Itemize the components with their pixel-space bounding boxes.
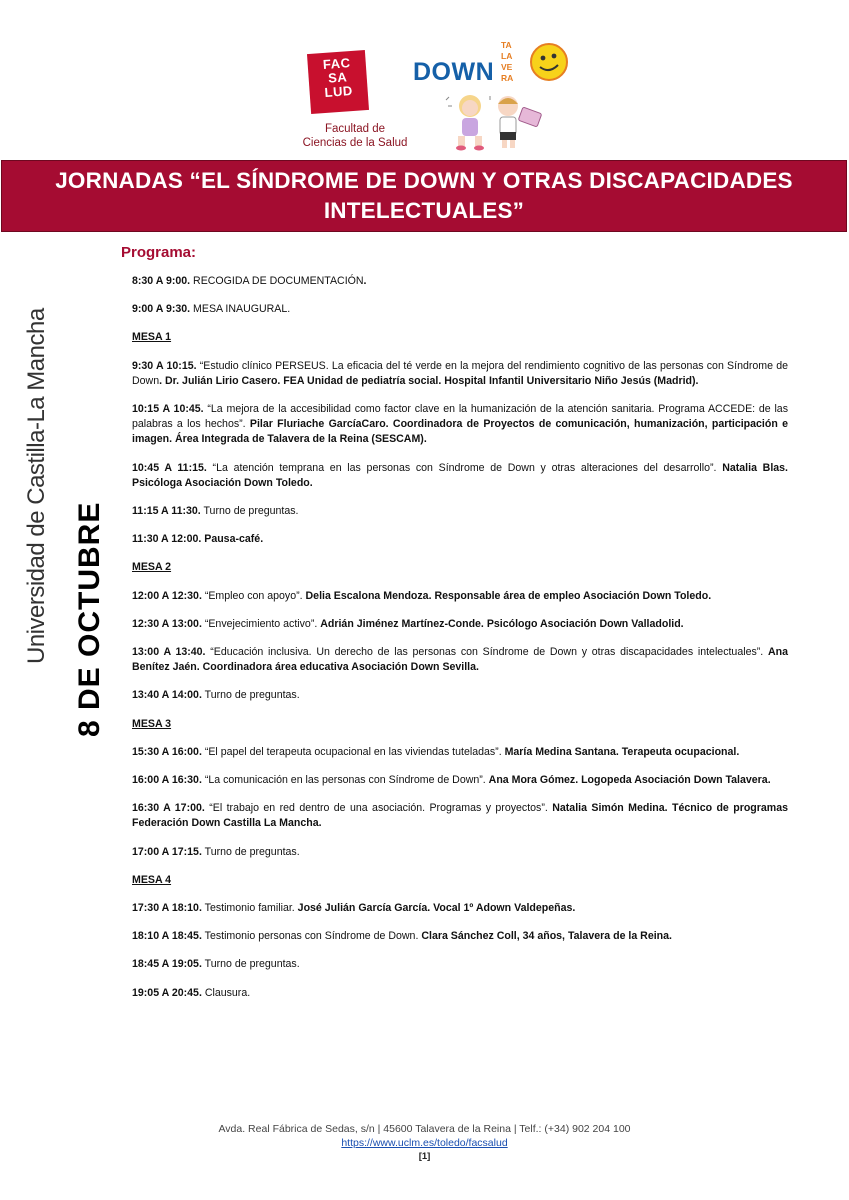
entry-time: 18:10 A 18:45.: [132, 930, 202, 943]
entry-time: 9:30 A 10:15.: [132, 359, 197, 372]
title-banner: [1, 160, 847, 232]
page-title: [55, 166, 793, 226]
entry-time: 10:45 A 11:15.: [132, 461, 207, 474]
entry-text: MESA INAUGURAL.: [190, 303, 291, 316]
entry-text: Turno de preguntas.: [201, 689, 300, 702]
fac-logo-line: FAC: [322, 55, 351, 72]
fac-logo-line: LUD: [324, 83, 354, 100]
entry-text: “Envejecimiento activo”.: [201, 617, 321, 630]
entry-speaker: María Medina Santana. Terapeuta ocupacional.: [504, 745, 740, 758]
entry-time: 11:30 A 12:00.: [132, 533, 202, 546]
talavera-syllable: TA: [501, 40, 512, 50]
entry-time: 11:15 A 11:30.: [132, 505, 201, 518]
entry-text: “La comunicación en las personas con Síndrome de Down”.: [201, 774, 489, 787]
entry-text: Turno de preguntas.: [201, 958, 300, 971]
entry-text: “La atención temprana en las personas con Síndrome de Down y otras alteraciones del desarrollo”.: [206, 461, 723, 474]
entry-text: RECOGIDA DE DOCUMENTACIÓN: [190, 275, 364, 287]
session-heading: MESA 1: [132, 331, 172, 344]
entry-speaker: Natalia Simón Medina. Técnico de programas Federación Down Castilla La Mancha.: [132, 802, 788, 830]
entry-time: 8:30 A 9:00.: [132, 275, 191, 287]
faculty-caption: [285, 122, 425, 150]
entry-text: “El trabajo en red dentro de una asociación. Programas y proyectos”.: [204, 802, 553, 815]
entry-speaker: Clara Sánchez Coll, 34 años, Talavera de la Reina.: [421, 930, 672, 943]
program-entry: [132, 402, 788, 448]
entry-time: 16:00 A 16:30.: [132, 774, 202, 787]
down-logo-word: DOWN: [413, 58, 495, 86]
entry-text: Turno de preguntas.: [201, 845, 300, 858]
session-heading: MESA 3: [132, 717, 172, 730]
title-line2: INTELECTUALES”: [323, 198, 525, 223]
entry-text: Testimonio personas con Síndrome de Down.: [201, 930, 422, 943]
entry-text: “Empleo con apoyo”.: [201, 589, 306, 602]
entry-time: 18:45 A 19:05.: [132, 958, 202, 971]
program-heading: Programa:: [121, 244, 197, 261]
entry-text: Clausura.: [201, 986, 251, 999]
entry-speaker: . Dr. Julián Lirio Casero. FEA Unidad de pediatría social. Hospital Infantil Universitario Niño Jesús (Madrid).: [159, 374, 699, 387]
smiley-icon: [525, 40, 571, 86]
program-entry: [132, 359, 788, 389]
footer-address: Avda. Real Fábrica de Sedas, s/n | 45600 Talavera de la Reina | Telf.: (+34) 902 204 100: [218, 1123, 631, 1135]
entry-time: 13:40 A 14:00.: [132, 689, 202, 702]
talavera-syllable: LA: [501, 51, 513, 61]
title-line1: JORNADAS “EL SÍNDROME DE DOWN Y OTRAS DISCAPACIDADES: [55, 168, 793, 193]
program-entry: [132, 461, 788, 491]
program-entry: [132, 773, 788, 788]
entry-time: 12:00 A 12:30.: [132, 589, 202, 602]
entry-speaker: Ana Mora Gómez. Logopeda Asociación Down Talavera.: [488, 774, 771, 787]
program-entry: [132, 589, 788, 604]
entry-bold: Pausa-café.: [201, 533, 264, 546]
entry-bold: .: [363, 275, 367, 287]
entry-text: Testimonio familiar.: [201, 902, 298, 915]
entry-text: “Educación inclusiva. Un derecho de las personas con Síndrome de Down y otras discapacidades intelectuales”.: [205, 646, 768, 659]
children-illustration-icon: [440, 92, 550, 152]
event-date-vertical: 8 DE OCTUBRE: [73, 501, 106, 737]
entry-speaker: Pilar Fluriache GarcíaCaro. Coordinadora de Proyectos de comunicación, humanización, participación e imagen. Área Integrada de Talavera de la Reina (SESCAM).: [132, 418, 788, 446]
entry-time: 19:05 A 20:45.: [132, 986, 202, 999]
entry-time: 10:15 A 10:45.: [132, 403, 204, 416]
entry-time: 12:30 A 13:00.: [132, 617, 202, 630]
faculty-logo: [302, 48, 415, 158]
entry-text: “La mejora de la accesibilidad como factor clave en la humanización de la atención sanitaria. Programa ACCEDE: de las palabras a los hechos”.: [132, 403, 788, 431]
entry-text: “Estudio clínico PERSEUS. La eficacia del té verde en la mejora del rendimiento cognitivo de las personas con Síndrome de Down: [132, 359, 788, 387]
program-entry: [132, 617, 788, 632]
program-entry: [132, 929, 788, 944]
program-entry: [132, 801, 788, 831]
page-number: [1]: [418, 1151, 431, 1162]
session-heading: MESA 4: [132, 873, 172, 886]
entry-time: 16:30 A 17:00.: [132, 802, 205, 815]
program-entry: [132, 274, 788, 289]
fac-logo-line: SA: [327, 69, 348, 86]
down-talavera-logo: [413, 38, 573, 98]
entry-time: 9:00 A 9:30.: [132, 303, 191, 316]
faculty-caption-line1: Facultad de: [324, 123, 386, 135]
entry-speaker: Adrián Jiménez Martínez-Conde. Psicólogo Asociación Down Valladolid.: [320, 617, 684, 630]
entry-time: 13:00 A 13:40.: [132, 646, 206, 659]
university-vertical-label: Universidad de Castilla-La Mancha: [23, 308, 50, 664]
program-entry: [132, 845, 788, 860]
entry-time: 17:30 A 18:10.: [132, 902, 202, 915]
program-entry: [132, 745, 788, 760]
session-heading: MESA 2: [132, 561, 172, 574]
page-footer: [0, 1122, 849, 1164]
program-entry: [132, 302, 788, 317]
entry-time: 17:00 A 17:15.: [132, 845, 202, 858]
program-entry: [132, 645, 788, 675]
entry-text: “El papel del terapeuta ocupacional en las viviendas tuteladas”.: [201, 745, 505, 758]
entry-time: 15:30 A 16:00.: [132, 745, 202, 758]
program-entry: [132, 986, 788, 1001]
program-entry: [132, 688, 788, 703]
entry-speaker: José Julián García García. Vocal 1º Adown Valdepeñas.: [297, 902, 576, 915]
program-entry: [132, 901, 788, 916]
footer-website-link[interactable]: https://www.uclm.es/toledo/facsalud: [341, 1137, 508, 1149]
entry-speaker: Natalia Blas. Psicóloga Asociación Down Toledo.: [132, 461, 788, 489]
talavera-syllable: RA: [501, 73, 514, 83]
talavera-syllable: VE: [501, 62, 513, 72]
program-entry: [132, 532, 788, 547]
faculty-logo-mark: [307, 50, 369, 114]
entry-speaker: Delia Escalona Mendoza. Responsable área de empleo Asociación Down Toledo.: [305, 589, 712, 602]
program-entry: [132, 504, 788, 519]
program-entry: [132, 957, 788, 972]
entry-speaker: Ana Benítez Jaén. Coordinadora área educativa Asociación Down Sevilla.: [132, 646, 788, 674]
entry-text: Turno de preguntas.: [200, 505, 299, 518]
down-logo-talavera: [501, 40, 513, 84]
faculty-caption-line2: Ciencias de la Salud: [302, 137, 408, 149]
program-list: [132, 274, 788, 1014]
